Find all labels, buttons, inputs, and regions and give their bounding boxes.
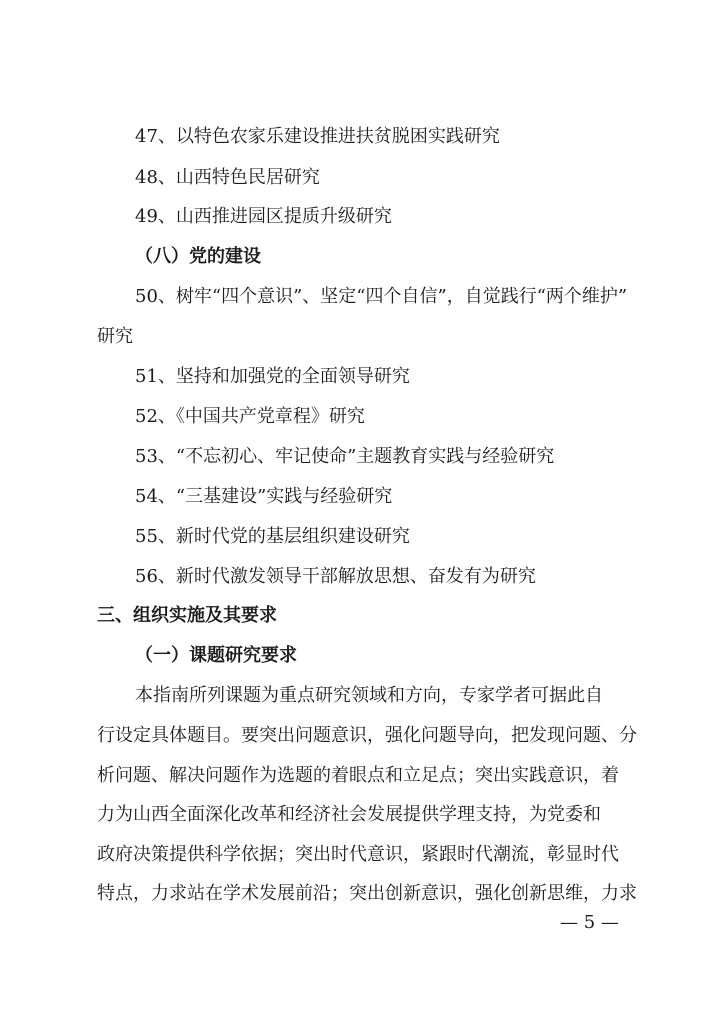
section-heading-party-building: （八）党的建设 [135,246,261,267]
list-item-50-continuation: 研究 [97,326,133,347]
paragraph-line-2: 行设定具体题目。要突出问题意识，强化问题导向，把发现问题、分 [97,725,637,746]
paragraph-line-3: 析问题、解决问题作为选题的着眼点和立足点；突出实践意识，着 [97,765,619,786]
section-heading-3: 三、组织实施及其要求 [97,605,277,626]
list-item-53: 53、“不忘初心、牢记使命”主题教育实践与经验研究 [135,446,555,467]
list-item-55: 55、新时代党的基层组织建设研究 [135,526,410,547]
list-item-56: 56、新时代激发领导干部解放思想、奋发有为研究 [135,566,536,587]
list-item-54: 54、“三基建设”实践与经验研究 [135,486,393,507]
paragraph-line-6: 特点，力求站在学术发展前沿；突出创新意识，强化创新思维，力求 [97,883,637,904]
list-item-51: 51、坚持和加强党的全面领导研究 [135,366,410,387]
paragraph-line-1: 本指南所列课题为重点研究领域和方向，专家学者可据此自 [135,685,603,706]
page-number: — 5 — [560,912,619,933]
list-item-48: 48、山西特色民居研究 [135,167,320,188]
list-item-50: 50、树牢“四个意识”、坚定“四个自信”，自觉践行“两个维护” [135,286,628,307]
list-item-47: 47、以特色农家乐建设推进扶贫脱困实践研究 [135,126,500,147]
list-item-49: 49、山西推进园区提质升级研究 [135,206,392,227]
subsection-heading-1: （一）课题研究要求 [135,645,297,666]
paragraph-line-4: 力为山西全面深化改革和经济社会发展提供学理支持，为党委和 [97,804,601,825]
paragraph-line-5: 政府决策提供科学依据；突出时代意识，紧跟时代潮流，彰显时代 [97,844,619,865]
list-item-52: 52、《中国共产党章程》研究 [135,406,365,427]
